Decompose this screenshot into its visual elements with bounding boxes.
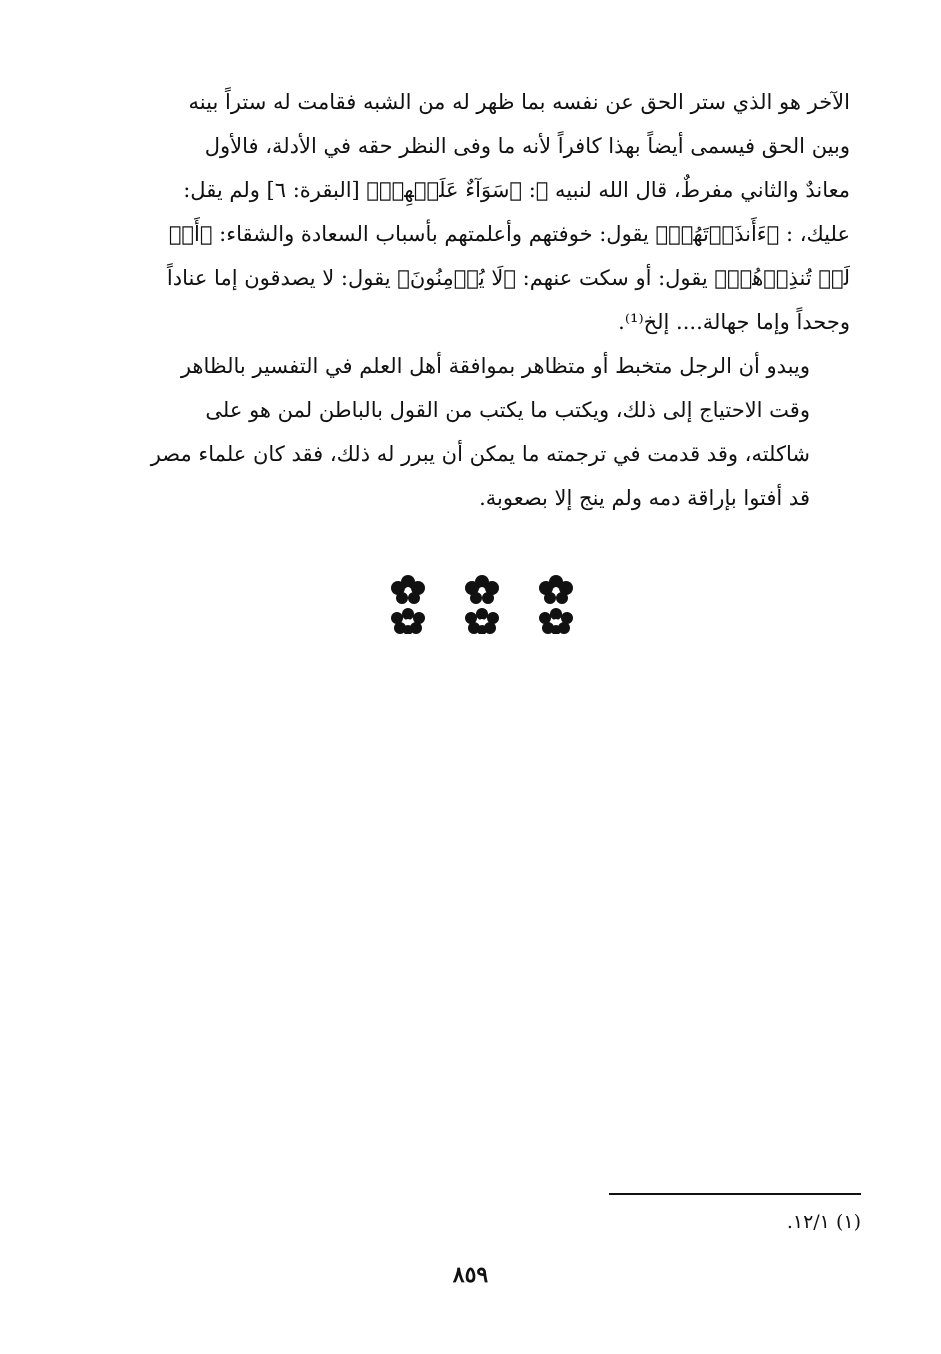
text-line: وجحداً وإما جهالة.... إلخ⁽¹⁾. [618,310,850,334]
paragraph-2 [104,344,850,520]
footnote-marker: (١) [835,1211,861,1233]
footnote [787,1207,861,1237]
text-line: وبين الحق فيسمى أيضاً بهذا كافراً لأنه ما وفى النظر حقه في الأدلة، فالأول [204,134,850,158]
paragraph-1 [104,80,850,344]
page-number: ٨٥٩ [452,1262,489,1288]
text-line: ويبدو أن الرجل متخبط أو متظاهر بموافقة أهل العلم في التفسير بالظاهر [180,354,810,378]
flower-ornament-icon [458,570,506,634]
text-line: الآخر هو الذي ستر الحق عن نفسه بما ظهر له من الشبه فقامت له ستراً بينه [188,90,850,114]
text-line: وقت الاحتياج إلى ذلك، ويكتب ما يكتب من القول بالباطن لمن هو على [205,398,810,422]
section-divider-ornament [384,570,580,634]
flower-ornament-icon [532,570,580,634]
footnote-divider [609,1193,861,1195]
text-line: عليك، : ﴿ءَأَنذَرۡتَهُمۡ﴾ يقول: خوفتهم وأعلمتهم بأسباب السعادة والشقاء: ﴿أَمۡ [168,222,850,246]
text-line: معاندٌ والثاني مفرطٌ، قال الله لنبيه ﷺ: ﴿سَوَآءٌ عَلَيۡهِمۡ﴾ [البقرة: ٦] ولم يقل: [183,178,850,202]
text-line: شاكلته، وقد قدمت في ترجمته ما يمكن أن يبرر له ذلك، فقد كان علماء مصر [150,442,810,466]
footnote-text: ١٢/١. [786,1211,830,1233]
text-line: قد أفتوا بإراقة دمه ولم ينج إلا بصعوبة. [479,486,810,510]
flower-ornament-icon [384,570,432,634]
text-line: لَمۡ تُنذِرۡهُمۡ﴾ يقول: أو سكت عنهم: ﴿لَا يُؤۡمِنُونَ﴾ يقول: لا يصدقون إما عناداً [166,266,850,290]
